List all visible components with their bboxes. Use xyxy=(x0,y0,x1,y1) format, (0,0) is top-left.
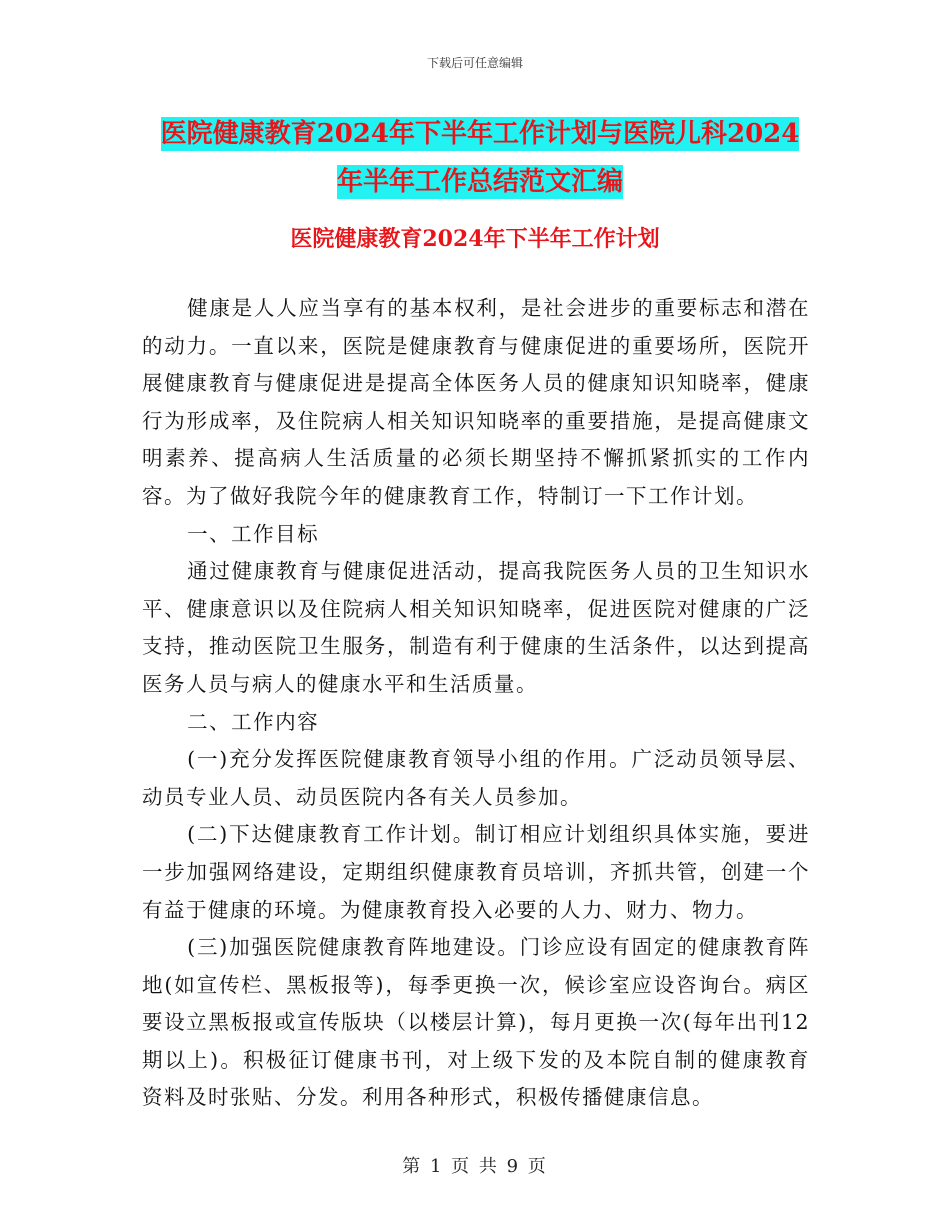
section-title: 医院健康教育2024年下半年工作计划 xyxy=(290,226,660,252)
heading-work-goals: 一、工作目标 xyxy=(187,521,320,546)
document-title xyxy=(140,110,820,206)
paragraph-intro: 健康是人人应当享有的基本权利，是社会进步的重要标志和潜在的动力。一直以来，医院是健康教育与健康促进的重要场所，医院开展健康教育与健康促进是提高全体医务人员的健康知识知晓率，健康行为形成率，及住院病人相关知识知晓率的重要措施，是提高健康文明素养、提高病人生活质量的必须长期坚持不懈抓紧抓实的工作内容。为了做好我院今年的健康教育工作，特制订一下工作计划。 xyxy=(142,296,810,508)
heading-work-content: 二、工作内容 xyxy=(187,709,320,734)
paragraph-goals: 通过健康教育与健康促进活动，提高我院医务人员的卫生知识水平、健康意识以及住院病人相关知识知晓率，促进医院对健康的广泛支持，推动医院卫生服务，制造有利于健康的生活条件，以达到提高医务人员与病人的健康水平和生活质量。 xyxy=(142,559,810,696)
paragraph-content-3: (三)加强医院健康教育阵地建设。门诊应设有固定的健康教育阵地(如宣传栏、黑板报等)，每季更换一次，候诊室应设咨询台。病区要设立黑板报或宣传版块（以楼层计算)，每月更换一次(每年出刊12期以上)。积极征订健康书刊，对上级下发的及本院自制的健康教育资料及时张贴、分发。利用各种形式，积极传播健康信息。 xyxy=(142,935,810,1110)
page-header-note: 下载后可任意编辑 xyxy=(426,56,523,70)
page-number: 第 1 页 共 9 页 xyxy=(402,1156,548,1177)
document-body xyxy=(142,290,810,1117)
paragraph-content-2: (二)下达健康教育工作计划。制订相应计划组织具体实施，要进一步加强网络建设，定期组织健康教育员培训，齐抓共管，创建一个有益于健康的环境。为健康教育投入必要的人力、财力、物力。 xyxy=(142,822,810,922)
paragraph-content-1: (一)充分发挥医院健康教育领导小组的作用。广泛动员领导层、动员专业人员、动员医院内各有关人员参加。 xyxy=(142,747,810,809)
document-title-line-2: 年半年工作总结范文汇编 xyxy=(336,167,623,197)
document-title-line-1: 医院健康教育2024年下半年工作计划与医院儿科2024 xyxy=(160,119,800,149)
